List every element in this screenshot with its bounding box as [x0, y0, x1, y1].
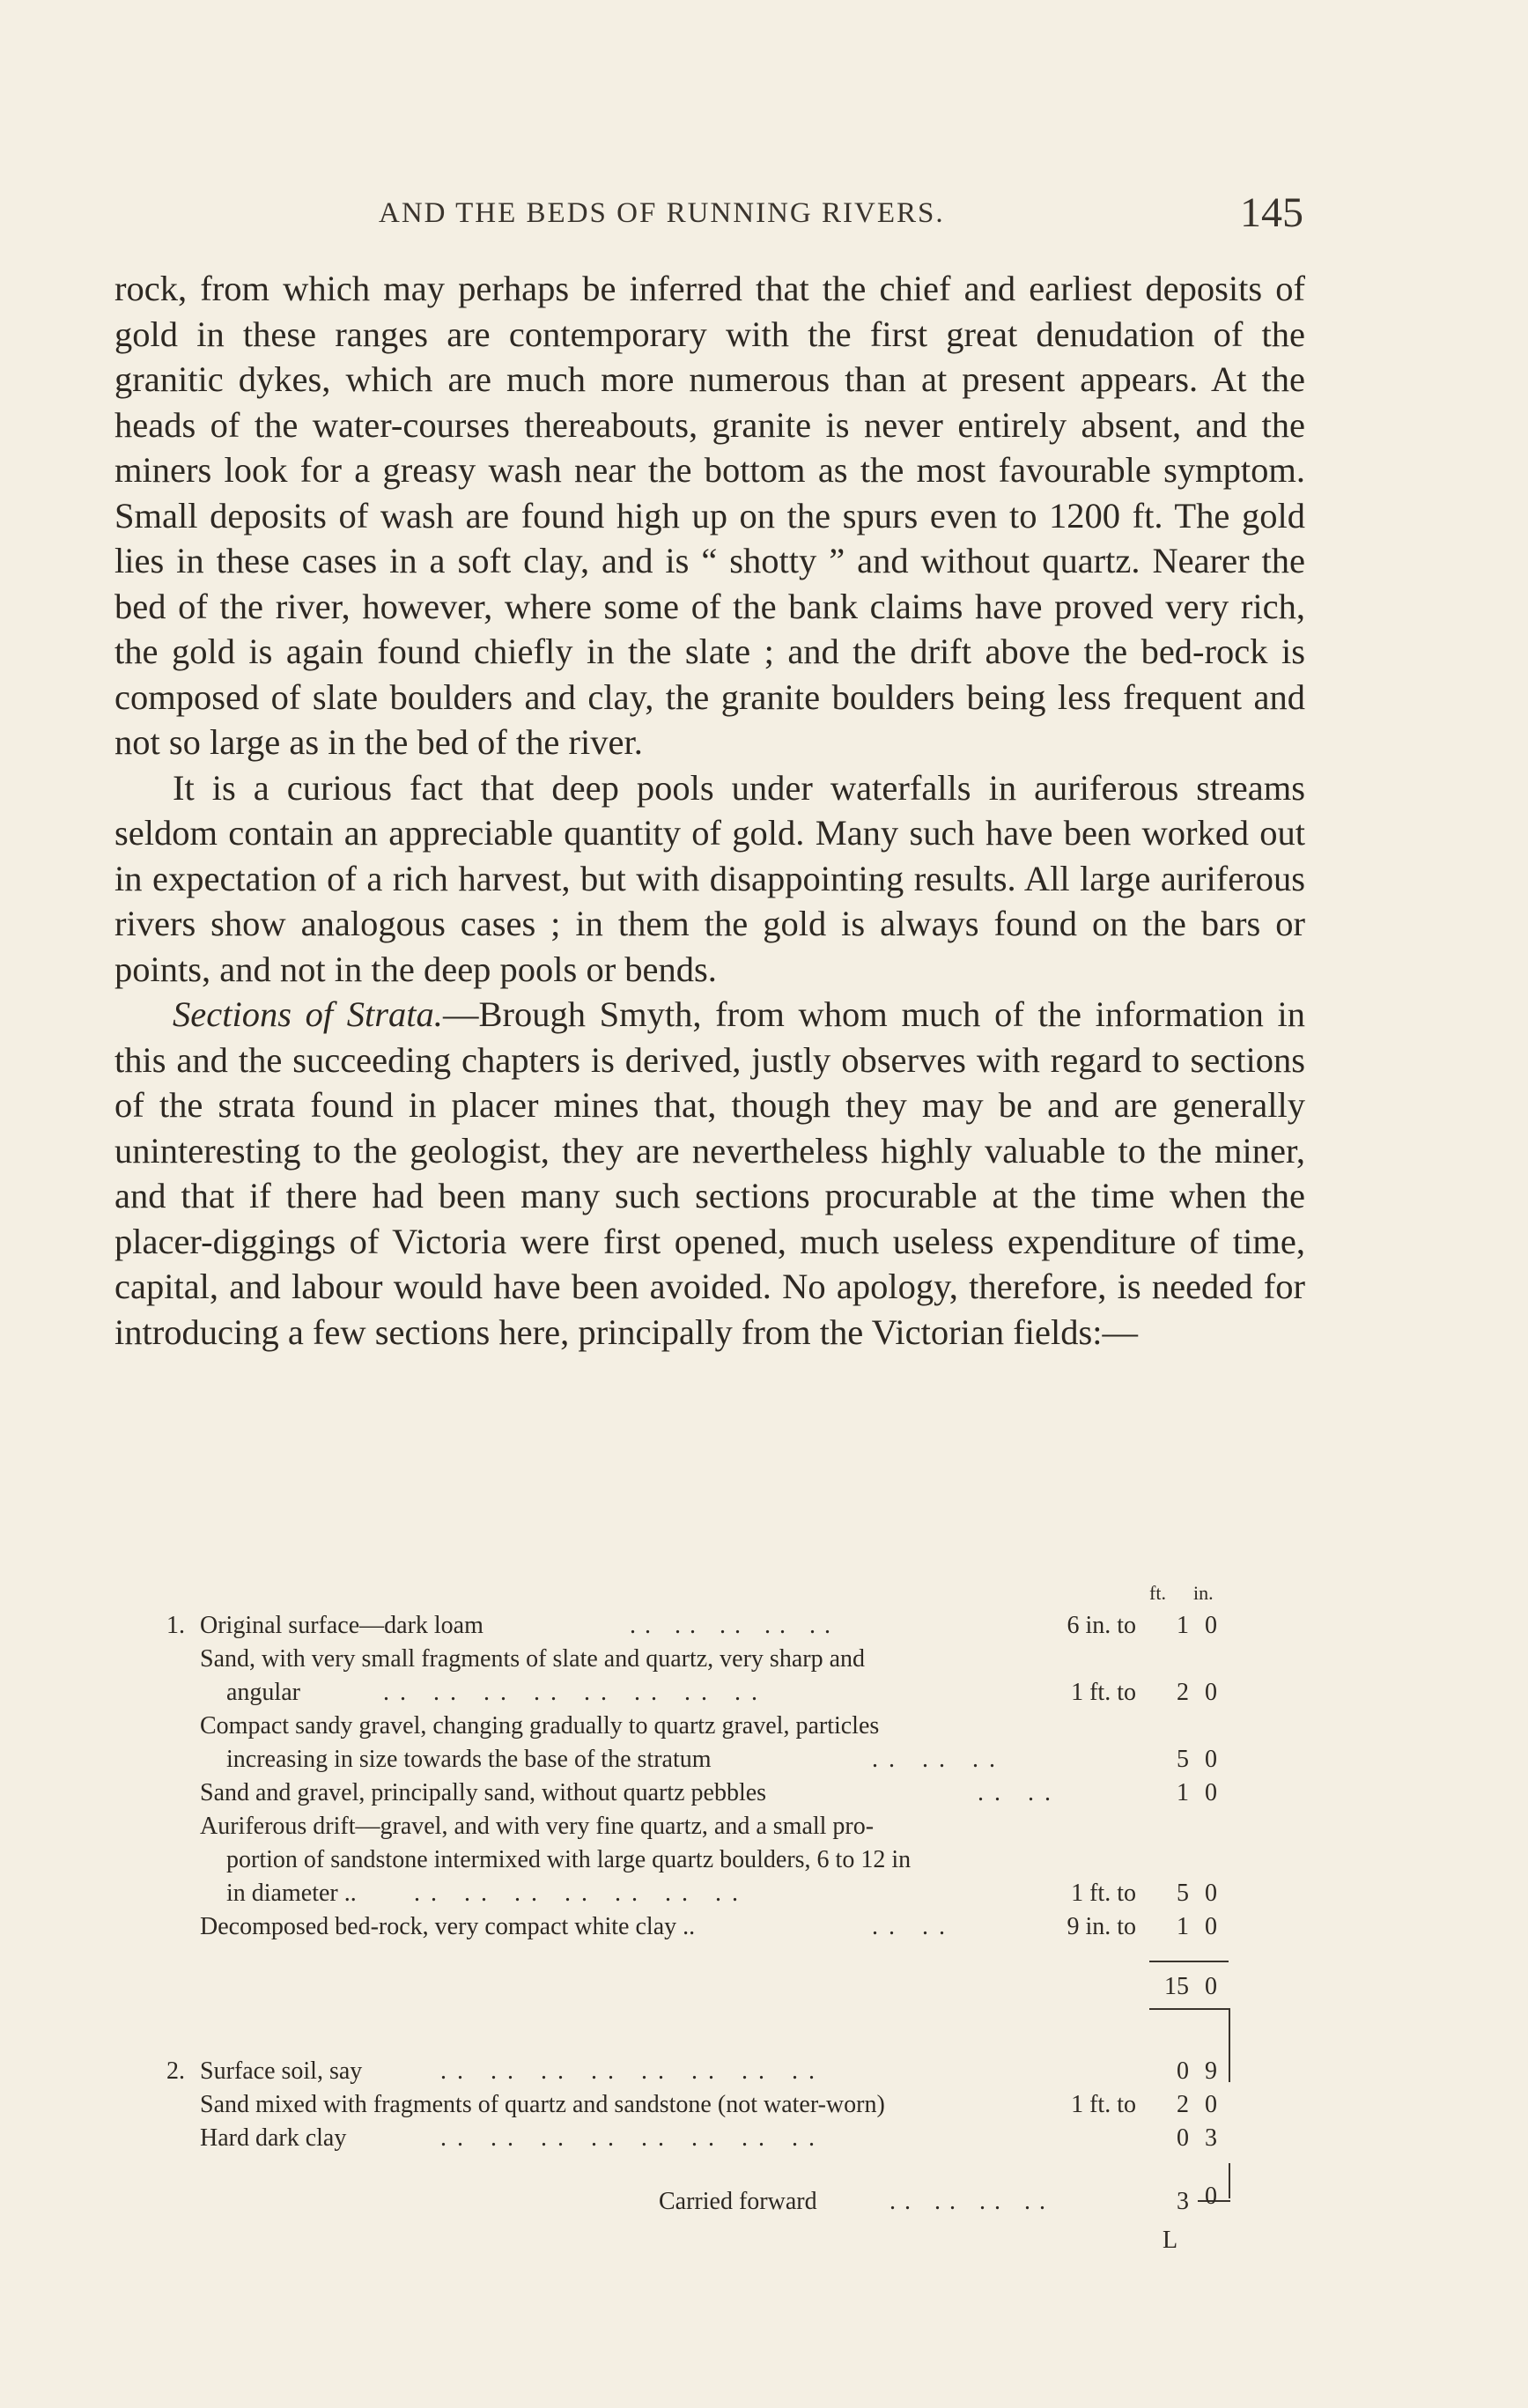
carried-forward-row	[114, 2183, 1224, 2221]
row-description: Original surface—dark loam	[200, 1612, 483, 1639]
row-ft: 5	[1177, 1880, 1189, 1907]
row-description: in diameter ..	[226, 1880, 357, 1907]
paragraph-3	[114, 992, 1305, 1355]
row-description: Sand and gravel, principally sand, without quartz pebbles	[200, 1779, 767, 1806]
row-ft: 2	[1177, 2091, 1189, 2118]
row-description: Sand mixed with fragments of quartz and sandstone (not water-worn)	[200, 2091, 885, 2118]
row-description: Decomposed bed-rock, very compact white clay ..	[200, 1913, 696, 1940]
carried-forward-label: Carried forward	[659, 2188, 817, 2215]
signature-mark: L	[1163, 2227, 1178, 2254]
row-description: Sand, with very small fragments of slate and quartz, very sharp and	[200, 1645, 866, 1673]
carried-in: 0	[1205, 2183, 1217, 2210]
table-row	[114, 2124, 1224, 2158]
total-rule	[1149, 2008, 1229, 2010]
row-description: Auriferous drift—gravel, and with very fine quartz, and a small pro-	[200, 1813, 875, 1840]
row-ft: 1	[1177, 1913, 1189, 1940]
total-in: 0	[1205, 1973, 1217, 2000]
paragraph-2: It is a curious fact that deep pools under waterfalls in auriferous streams seldom contain an appreciable quantity of gold. Many such have been worked out in expectation of a rich harvest, but with disappointing results. All large auriferous rivers show analogous cases ; in them the gold is always found on the bars or points, and not in the deep pools or bends.	[114, 767, 1305, 989]
row-in: 0	[1205, 1913, 1217, 1940]
column-header-ft: ft.	[1149, 1582, 1166, 1604]
table-row	[114, 1746, 1224, 1779]
leader-dots: .. .. ..	[872, 1746, 1006, 1773]
row-measure: 1 ft. to	[1071, 1679, 1136, 1706]
leader-dots: .. .. .. .. .. .. .. ..	[383, 1679, 768, 1706]
table-row	[114, 1813, 1224, 1846]
row-measure: 9 in. to	[1067, 1913, 1136, 1940]
leader-dots: .. ..	[978, 1779, 1061, 1806]
leader-dots: .. .. .. ..	[889, 2188, 1054, 2215]
row-in: 0	[1205, 1746, 1217, 1773]
table-row	[114, 1712, 1224, 1746]
table-row	[114, 1612, 1224, 1645]
section-heading: Sections of Strata.	[173, 994, 443, 1034]
row-in: 9	[1205, 2057, 1217, 2085]
total-ft: 15	[1164, 1973, 1189, 2000]
row-description: increasing in size towards the base of the stratum	[226, 1746, 712, 1773]
row-in: 0	[1205, 1679, 1217, 1706]
table-row	[114, 2057, 1224, 2091]
row-in: 3	[1205, 2124, 1217, 2152]
table-row	[114, 1846, 1224, 1880]
table-row	[114, 1880, 1224, 1913]
leader-dots: .. .. .. .. .. .. .. ..	[440, 2057, 825, 2085]
table-row	[114, 1645, 1224, 1679]
row-in: 0	[1205, 2091, 1217, 2118]
leader-dots: .. ..	[872, 1913, 956, 1940]
row-description: Surface soil, say	[200, 2057, 363, 2085]
row-ft: 2	[1177, 1679, 1189, 1706]
row-ft: 1	[1177, 1612, 1189, 1639]
section-number: 1.	[166, 1612, 185, 1639]
row-ft: 0	[1177, 2057, 1189, 2085]
row-ft: 5	[1177, 1746, 1189, 1773]
running-head: AND THE BEDS OF RUNNING RIVERS.	[379, 197, 945, 229]
row-description: Compact sandy gravel, changing gradually to quartz gravel, particles	[200, 1712, 880, 1740]
table-row	[114, 1679, 1224, 1712]
row-ft: 1	[1177, 1779, 1189, 1806]
row-in: 0	[1205, 1880, 1217, 1907]
paragraph-1: rock, from which may perhaps be inferred that the chief and earliest deposits of gold in these ranges are contemporary with the first great denudation of the granitic dykes, which are much more numerous than at present appears. At the heads of the water-courses thereabouts, granite is never entirely absent, and the miners look for a greasy wash near the bottom as the most favourable symptom. Small deposits of wash are found high up on the spurs even to 1200 ft. The gold lies in these cases in a soft clay, and is “ shotty ” and without quartz. Nearer the bed of the river, however, where some of the bank claims have proved very rich, the gold is again found chiefly in the slate ; and the drift above the bed-rock is composed of slate boulders and clay, the granite boulders being less frequent and not so large as in the bed of the river.	[114, 269, 1305, 762]
table-row	[114, 1913, 1224, 1946]
vertical-rule	[1229, 2163, 1230, 2198]
page-number: 145	[1240, 189, 1303, 236]
vertical-rule	[1229, 2008, 1230, 2082]
body-text	[114, 266, 1305, 1355]
row-measure: 6 in. to	[1067, 1612, 1136, 1639]
leader-dots: .. .. .. .. ..	[630, 1612, 839, 1639]
leader-dots: .. .. .. .. .. .. ..	[414, 1880, 749, 1907]
total-row	[114, 1973, 1224, 2006]
row-measure: 1 ft. to	[1071, 2091, 1136, 2118]
row-in: 0	[1205, 1779, 1217, 1806]
row-ft: 0	[1177, 2124, 1189, 2152]
paragraph-3-text: —Brough Smyth, from whom much of the information in this and the succeeding chapters is derived, justly observes with regard to sections of the strata found in placer mines that, though they may be and are generally uninteresting to the geologist, they are nevertheless highly valuable to the miner, and that if there had been many such sections procurable at the time when the placer-diggings of Victoria were first opened, much useless expenditure of time, capital, and labour would have been avoided. No apology, therefore, is needed for introducing a few sections here, principally from the Victorian fields:—	[114, 994, 1305, 1352]
sum-rule	[1149, 1961, 1229, 1962]
carried-ft: 3	[1177, 2188, 1189, 2215]
row-description: angular	[226, 1679, 300, 1706]
column-header-in: in.	[1193, 1582, 1214, 1604]
page-header	[114, 188, 1303, 250]
table-row	[114, 2091, 1224, 2124]
row-measure: 1 ft. to	[1071, 1880, 1136, 1907]
row-description: Hard dark clay	[200, 2124, 347, 2152]
leader-dots: .. .. .. .. .. .. .. ..	[440, 2124, 825, 2152]
row-in: 0	[1205, 1612, 1217, 1639]
row-description: portion of sandstone intermixed with large quartz boulders, 6 to 12 in	[226, 1846, 912, 1873]
table-row	[114, 1779, 1224, 1813]
section-number: 2.	[166, 2057, 185, 2085]
